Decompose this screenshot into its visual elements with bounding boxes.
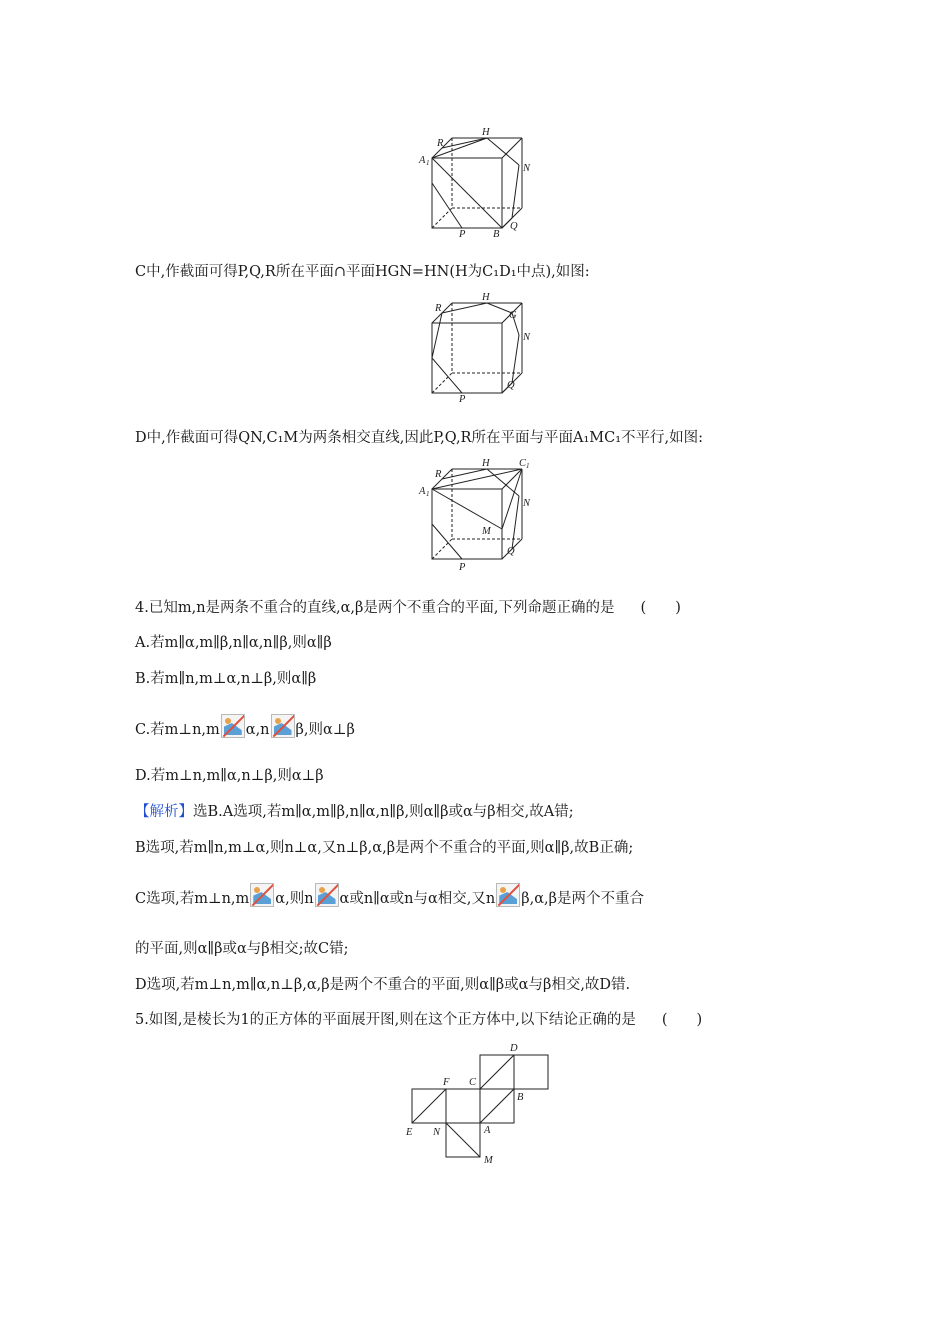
broken-image-icon (496, 883, 520, 907)
fig3-label-p: P (459, 562, 466, 573)
option-b: B.若m∥n,m⊥α,n⊥β,则α∥β (135, 671, 317, 687)
net-label-f: F (443, 1077, 450, 1088)
solution-line-1-text: 选B.A选项,若m∥α,m∥β,n∥α,n∥β,则α∥β或α与β相交,故A错; (193, 804, 574, 820)
broken-image-icon (221, 714, 245, 738)
cube-figure-1-labels (418, 127, 531, 240)
cube-figure-3-svg (415, 456, 540, 574)
net-label-d: D (510, 1043, 518, 1054)
cube-net-figure-svg (400, 1040, 560, 1170)
fig1-label-a: A (419, 155, 426, 166)
fig2-label-p: P (459, 394, 466, 405)
option-c (135, 714, 355, 740)
fig3-label-h: H (482, 458, 490, 469)
solution-line-3-part-3: α或n∥α或n与α相交,又n (339, 891, 496, 907)
cube-net-figure (400, 1040, 560, 1170)
net-label-n: N (433, 1127, 441, 1138)
net-label-c: C (469, 1077, 477, 1088)
fig2-label-n: N (523, 332, 531, 343)
solution-line-3 (135, 883, 644, 909)
fig1-label-b: B (493, 229, 500, 240)
cube-figure-3 (415, 456, 540, 574)
option-c-part-2: α,n (245, 722, 270, 738)
fig3-label-a-sub: 1 (426, 490, 430, 498)
fig2-label-r: R (435, 303, 442, 314)
fig3-label-r: R (435, 469, 442, 480)
question-4-stem (135, 598, 681, 618)
fig1-label-sub1: 1 (426, 159, 430, 167)
fig1-label-q: Q (510, 221, 518, 232)
fig2-label-q: Q (507, 380, 515, 391)
fig1-label-r: R (437, 138, 444, 149)
broken-image-icon (271, 714, 295, 738)
cube-net-labels (405, 1043, 524, 1166)
fig1-label-n: N (523, 163, 531, 174)
solution-line-5: D选项,若m⊥n,m∥α,n⊥β,α,β是两个不重合的平面,则α∥β或α与β相交,故D错. (135, 977, 631, 993)
question-5-answer-paren: ( ) (661, 1012, 703, 1028)
net-label-a: A (484, 1125, 491, 1136)
question-4-text: 4.已知m,n是两条不重合的直线,α,β是两个不重合的平面,下列命题正确的是 (135, 600, 615, 616)
solution-line-3-part-4: β,α,β是两个不重合 (521, 891, 645, 907)
cube-figure-3-labels (418, 458, 531, 573)
question-4-answer-paren: ( ) (640, 600, 681, 616)
fig2-label-h: H (482, 292, 490, 303)
solution-line-1 (135, 802, 574, 822)
question-5-text: 5.如图,是棱长为1的正方体的平面展开图,则在这个正方体中,以下结论正确的是 (135, 1012, 636, 1028)
fig3-label-m: M (482, 526, 491, 537)
solution-line-3-part-1: C选项,若m⊥n,m (135, 891, 250, 907)
option-c-part-1: C.若m⊥n,m (135, 722, 220, 738)
cube-figure-2-svg (415, 290, 535, 405)
fig3-label-c: C (519, 458, 527, 469)
broken-image-icon (315, 883, 339, 907)
fig3-label-c-sub: 1 (526, 462, 530, 470)
fig2-label-g: G (509, 310, 517, 321)
solution-tag: 【解析】 (135, 804, 193, 820)
fig1-label-h: H (482, 127, 490, 138)
option-c-part-3: β,则α⊥β (295, 722, 355, 738)
question-5-stem (135, 1010, 702, 1030)
option-d: D.若m⊥n,m∥α,n⊥β,则α⊥β (135, 768, 324, 784)
solution-line-3-part-2: α,则n (275, 891, 314, 907)
option-a: A.若m∥α,m∥β,n∥α,n∥β,则α∥β (135, 635, 332, 651)
cube-figure-2 (415, 290, 535, 405)
fig3-label-n: N (523, 498, 531, 509)
c-intro-text: C中,作截面可得P,Q,R所在平面∩平面HGN=HN(H为C₁D₁中点),如图: (135, 264, 590, 280)
solution-line-2: B选项,若m∥n,m⊥α,则n⊥α,又n⊥β,α,β是两个不重合的平面,则α∥β,故B正确; (135, 840, 634, 856)
d-intro-text: D中,作截面可得QN,C₁M为两条相交直线,因此P,Q,R所在平面与平面A₁MC₁不平行,如图: (135, 430, 704, 446)
net-label-e: E (406, 1127, 413, 1138)
solution-line-4: 的平面,则α∥β或α与β相交;故C错; (135, 941, 349, 957)
fig3-label-q: Q (507, 546, 515, 557)
fig3-label-a: A (419, 486, 426, 497)
broken-image-icon (250, 883, 274, 907)
cube-figure-1-svg (415, 125, 535, 240)
fig1-label-p: P (459, 229, 466, 240)
net-label-b: B (517, 1092, 524, 1103)
net-label-m: M (484, 1155, 493, 1166)
cube-figure-1 (415, 125, 535, 240)
